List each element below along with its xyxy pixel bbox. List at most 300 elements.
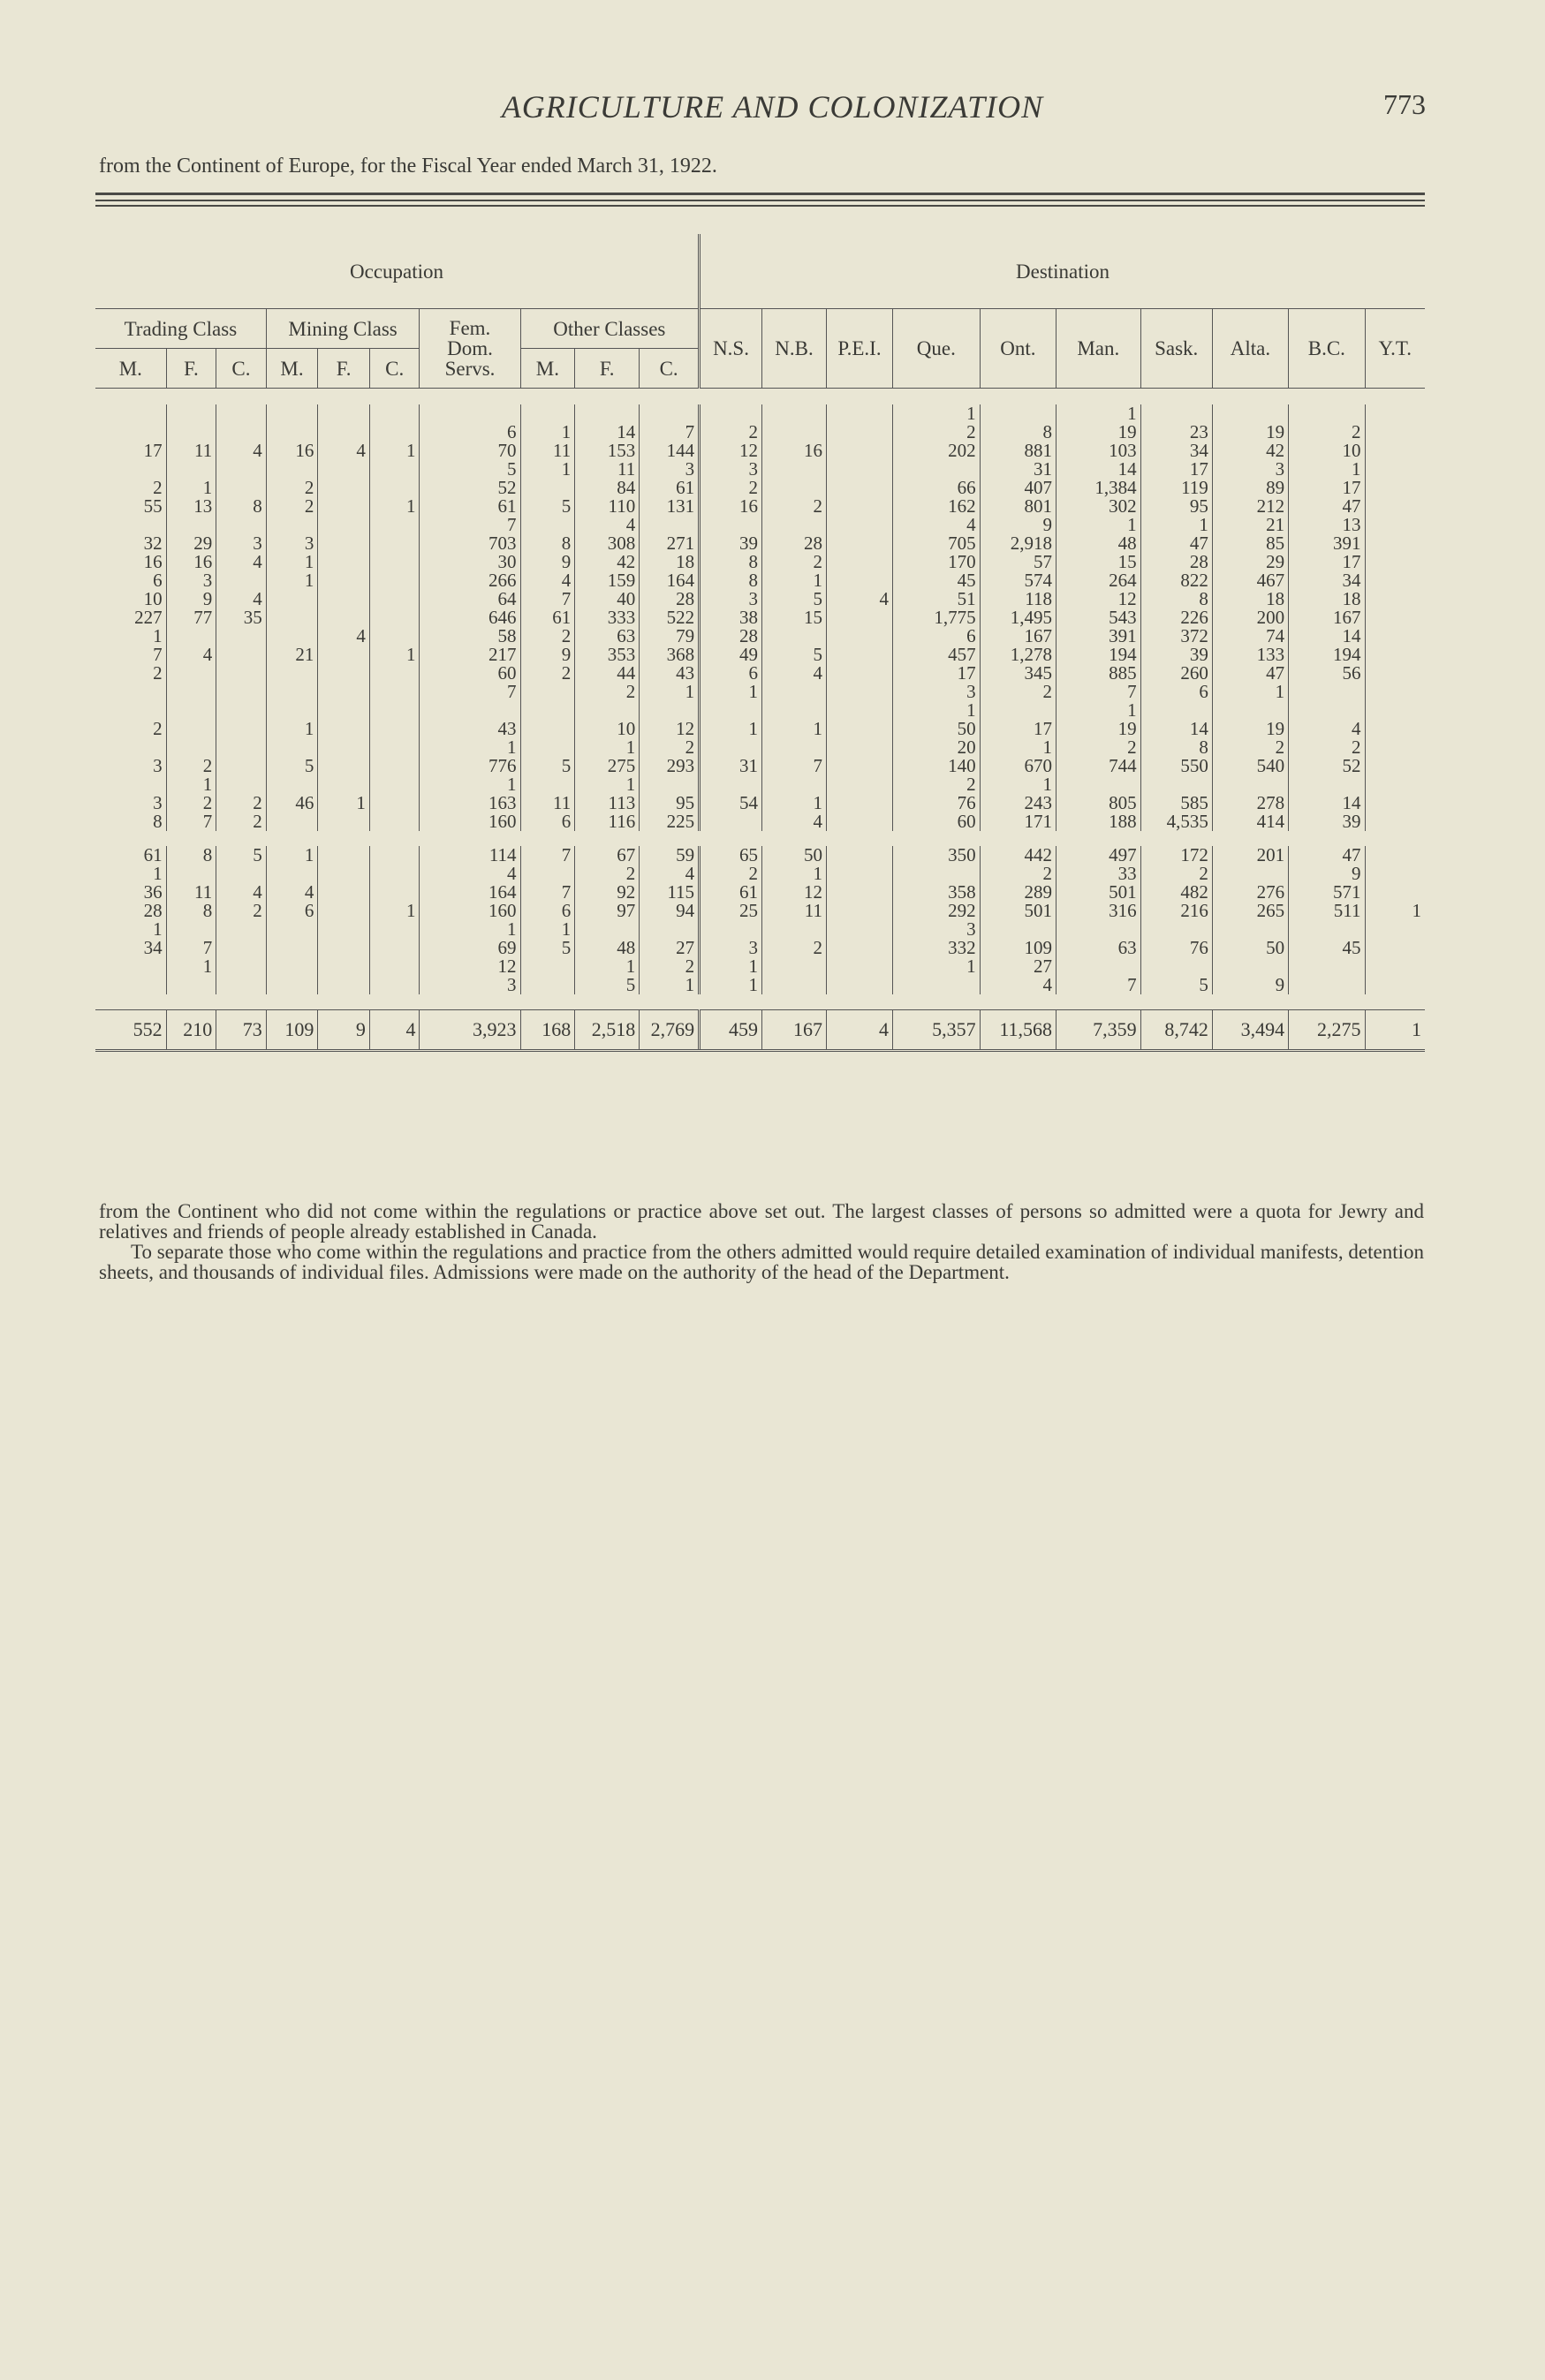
table-cell: [318, 571, 370, 590]
table-cell: [1365, 571, 1425, 590]
table-cell: [640, 701, 700, 720]
table-cell: [266, 683, 318, 701]
table-cell: 4: [761, 812, 826, 831]
table-cell: 3,923: [420, 1010, 520, 1051]
table-cell: 5: [761, 590, 826, 608]
table-cell: 1: [575, 738, 640, 757]
table-cell: 1,775: [893, 608, 981, 627]
table-cell: [266, 608, 318, 627]
table-cell: [166, 460, 216, 479]
table-cell: [1289, 683, 1365, 701]
table-cell: [1212, 957, 1288, 976]
table-cell: 4: [216, 553, 267, 571]
table-cell: 6: [520, 812, 575, 831]
table-cell: [826, 646, 892, 664]
table-cell: [826, 775, 892, 794]
table-cell: 110: [575, 497, 640, 516]
table-cell: [166, 920, 216, 939]
table-cell: 16: [143, 553, 163, 571]
table-cell: 227: [134, 608, 163, 627]
table-cell: 216: [1140, 902, 1212, 920]
table-cell: 1: [1212, 683, 1288, 701]
table-cell: 2: [761, 939, 826, 957]
table-cell: [318, 939, 370, 957]
table-cell: [95, 460, 166, 479]
table-cell: [369, 865, 420, 883]
table-cell: 194: [1057, 646, 1141, 664]
table-cell: [266, 627, 318, 646]
table-row: [95, 794, 1425, 812]
table-cell: 1: [575, 957, 640, 976]
col-label: F.: [575, 349, 640, 389]
table-cell: 1: [369, 646, 420, 664]
table-cell: [216, 720, 267, 738]
table-cell: [826, 720, 892, 738]
note-paragraph-2: To separate those who come within the regulations and practice from the others admitted would require detailed examination of individual manifests, detention sheets, and thousands of individual files. Admissions were made on the authority of the head of the Department.: [99, 1241, 1424, 1283]
table-cell: [826, 442, 892, 460]
table-cell: 1: [166, 957, 216, 976]
table-cell: 92: [575, 883, 640, 902]
table-cell: 7: [153, 646, 163, 664]
table-cell: 703: [420, 534, 520, 553]
table-cell: 1: [1365, 1010, 1425, 1051]
table-cell: [826, 664, 892, 683]
table-cell: [318, 812, 370, 831]
table-cell: 8,742: [1140, 1010, 1212, 1051]
table-cell: 275: [575, 757, 640, 775]
table-cell: 9: [1212, 976, 1288, 994]
table-cell: [1289, 976, 1365, 994]
table-cell: 501: [980, 902, 1056, 920]
table-cell: 3: [216, 534, 267, 553]
table-cell: [1140, 701, 1212, 720]
table-cell: 43: [640, 664, 700, 683]
table-cell: 95: [640, 794, 700, 812]
table-cell: 372: [1140, 627, 1212, 646]
table-cell: 4: [761, 664, 826, 683]
table-cell: 34: [1140, 442, 1212, 460]
que-header: Que.: [893, 309, 981, 389]
table-cell: 14: [1140, 720, 1212, 738]
table-row: [95, 720, 1425, 738]
table-cell: [1365, 423, 1425, 442]
table-cell: [166, 664, 216, 683]
notes: [99, 1201, 1424, 1282]
table-cell: [266, 775, 318, 794]
table-cell: 89: [1212, 479, 1288, 497]
table-cell: 391: [1057, 627, 1141, 646]
table-cell: 14: [1289, 794, 1365, 812]
table-cell: [95, 683, 166, 701]
table-cell: [318, 757, 370, 775]
nb-header: N.B.: [761, 309, 826, 389]
table-cell: 1: [700, 683, 762, 701]
table-cell: 164: [640, 571, 700, 590]
table-cell: [1212, 775, 1288, 794]
table-cell: 511: [1289, 902, 1365, 920]
table-cell: [520, 976, 575, 994]
table-cell: 9: [1289, 865, 1365, 883]
table-cell: 160: [420, 902, 520, 920]
table-cell: 4: [826, 1010, 892, 1051]
spacer-row: [95, 994, 1425, 1010]
table-cell: 7: [1057, 976, 1141, 994]
table-cell: [369, 664, 420, 683]
table-cell: [166, 423, 216, 442]
table-cell: 2: [761, 553, 826, 571]
table-row: [95, 442, 1425, 460]
table-cell: [369, 479, 420, 497]
table-cell: 17: [1140, 460, 1212, 479]
table-cell: 2: [1289, 423, 1365, 442]
table-cell: 540: [1212, 757, 1288, 775]
table-cell: 776: [420, 757, 520, 775]
table-row: [95, 701, 1425, 720]
table-cell: [216, 664, 267, 683]
table-row: [95, 460, 1425, 479]
table-cell: 3: [893, 683, 981, 701]
table-cell: [761, 460, 826, 479]
table-cell: 1: [166, 775, 216, 794]
table-cell: 1: [761, 794, 826, 812]
table-cell: 4: [266, 883, 318, 902]
table-cell: [826, 516, 892, 534]
table-cell: [369, 794, 420, 812]
table-row: [95, 627, 1425, 646]
table-cell: [520, 404, 575, 423]
table-cell: 116: [575, 812, 640, 831]
table-cell: 160: [420, 812, 520, 831]
table-cell: 79: [640, 627, 700, 646]
table-cell: 170: [893, 553, 981, 571]
col-label: M.: [520, 349, 575, 389]
table-cell: [1365, 646, 1425, 664]
table-cell: 2: [700, 865, 762, 883]
totals-row: [95, 1010, 1425, 1051]
table-cell: 85: [1212, 534, 1288, 553]
table-cell: [216, 976, 267, 994]
table-cell: 11: [520, 442, 575, 460]
table-cell: 1,384: [1057, 479, 1141, 497]
table-cell: 73: [216, 1010, 267, 1051]
table-cell: 8: [166, 902, 216, 920]
table-cell: [1365, 479, 1425, 497]
table-cell: 119: [1140, 479, 1212, 497]
table-cell: [166, 404, 216, 423]
table-cell: 47: [1212, 664, 1288, 683]
table-cell: 1: [1057, 516, 1141, 534]
table-cell: [575, 920, 640, 939]
table-cell: 84: [575, 479, 640, 497]
table-cell: 12: [761, 883, 826, 902]
table-cell: 27: [980, 957, 1056, 976]
table-cell: 11: [520, 794, 575, 812]
table-row: [95, 939, 1425, 957]
table-cell: [216, 683, 267, 701]
table-cell: [266, 664, 318, 683]
table-cell: 4: [1289, 720, 1365, 738]
table-cell: 45: [1289, 939, 1365, 957]
table-cell: 12: [640, 720, 700, 738]
col-label: C.: [216, 349, 267, 389]
table-cell: [369, 608, 420, 627]
table-cell: [266, 957, 318, 976]
table-cell: 39: [1140, 646, 1212, 664]
table-cell: 12: [700, 442, 762, 460]
table-cell: [520, 957, 575, 976]
table-cell: [318, 902, 370, 920]
table-cell: 457: [893, 646, 981, 664]
table-cell: [266, 404, 318, 423]
table-cell: [826, 404, 892, 423]
table-cell: 2: [980, 683, 1056, 701]
table-cell: 63: [575, 627, 640, 646]
table-cell: 2: [893, 423, 981, 442]
table-cell: [826, 920, 892, 939]
table-cell: [1365, 939, 1425, 957]
table-cell: [640, 516, 700, 534]
table-cell: [369, 571, 420, 590]
table-cell: 8: [1140, 590, 1212, 608]
table-cell: 29: [166, 534, 216, 553]
table-cell: [1365, 534, 1425, 553]
table-cell: [216, 460, 267, 479]
table-cell: [826, 846, 892, 865]
table-row: [95, 664, 1425, 683]
table-cell: 4: [216, 590, 267, 608]
table-cell: [1365, 664, 1425, 683]
table-cell: 56: [1289, 664, 1365, 683]
table-cell: 2: [153, 720, 163, 738]
table-cell: [826, 738, 892, 757]
table-cell: 1: [420, 920, 520, 939]
table-cell: 5: [761, 646, 826, 664]
table-cell: [520, 683, 575, 701]
table-cell: 1: [761, 720, 826, 738]
table-cell: 4,535: [1140, 812, 1212, 831]
table-cell: 14: [575, 423, 640, 442]
table-cell: [1289, 957, 1365, 976]
table-cell: 497: [1057, 846, 1141, 865]
table-cell: 316: [1057, 902, 1141, 920]
table-cell: [1365, 553, 1425, 571]
table-cell: 168: [520, 1010, 575, 1051]
table-cell: 1: [700, 976, 762, 994]
table-cell: 7: [166, 939, 216, 957]
table-cell: 225: [640, 812, 700, 831]
table-cell: [216, 920, 267, 939]
table-cell: [1365, 757, 1425, 775]
table-cell: 50: [761, 846, 826, 865]
table-cell: 11: [166, 883, 216, 902]
table-cell: 571: [1289, 883, 1365, 902]
table-cell: 63: [1057, 939, 1141, 957]
table-cell: [318, 423, 370, 442]
table-cell: 57: [980, 553, 1056, 571]
table-cell: [166, 683, 216, 701]
table-cell: [1365, 627, 1425, 646]
other-classes-header: Other Classes: [520, 309, 700, 349]
table-cell: [369, 460, 420, 479]
table-cell: [369, 775, 420, 794]
table-cell: [1365, 883, 1425, 902]
table-cell: 2: [216, 812, 267, 831]
table-cell: 6: [1140, 683, 1212, 701]
table-cell: 6: [153, 571, 163, 590]
table-cell: [761, 479, 826, 497]
table-cell: 21: [1212, 516, 1288, 534]
table-cell: 407: [980, 479, 1056, 497]
running-head: AGRICULTURE AND COLONIZATION: [501, 89, 1044, 125]
table-cell: 266: [420, 571, 520, 590]
table-cell: [1365, 812, 1425, 831]
table-cell: 6: [420, 423, 520, 442]
table-cell: 3: [893, 920, 981, 939]
table-cell: 1: [640, 683, 700, 701]
spacer-row: [95, 389, 1425, 405]
table-cell: [266, 920, 318, 939]
table-cell: [166, 738, 216, 757]
table-caption: from the Continent of Europe, for the Fiscal Year ended March 31, 1922.: [99, 155, 717, 178]
table-cell: 391: [1289, 534, 1365, 553]
table-cell: [1057, 775, 1141, 794]
table-cell: 60: [893, 812, 981, 831]
table-cell: 19: [1212, 423, 1288, 442]
table-cell: [826, 608, 892, 627]
table-cell: 5: [520, 939, 575, 957]
table-cell: 18: [640, 553, 700, 571]
table-cell: 4: [640, 865, 700, 883]
table-cell: 1: [700, 957, 762, 976]
table-cell: 210: [166, 1010, 216, 1051]
table-cell: [216, 757, 267, 775]
table-cell: [266, 590, 318, 608]
table-cell: [369, 683, 420, 701]
table-cell: 34: [1289, 571, 1365, 590]
table-cell: [216, 404, 267, 423]
table-cell: 162: [893, 497, 981, 516]
table-cell: [520, 701, 575, 720]
table-cell: 7: [520, 590, 575, 608]
table-cell: [700, 775, 762, 794]
table-cell: 333: [575, 608, 640, 627]
table-cell: 14: [1057, 460, 1141, 479]
table-row: [95, 608, 1425, 627]
table-cell: [266, 738, 318, 757]
table-cell: [761, 701, 826, 720]
bc-header: B.C.: [1289, 309, 1365, 389]
table-cell: 164: [420, 883, 520, 902]
table-cell: 70: [420, 442, 520, 460]
table-cell: [369, 423, 420, 442]
table-cell: [1365, 865, 1425, 883]
table-cell: 153: [575, 442, 640, 460]
table-cell: 17: [893, 664, 981, 683]
table-cell: 2,769: [640, 1010, 700, 1051]
table-cell: 289: [980, 883, 1056, 902]
table-cell: 550: [1140, 757, 1212, 775]
table-cell: [575, 404, 640, 423]
table-cell: 3: [640, 460, 700, 479]
table-cell: 50: [893, 720, 981, 738]
table-cell: [369, 812, 420, 831]
table-cell: 15: [1057, 553, 1141, 571]
table-cell: 6: [700, 664, 762, 683]
table-cell: 8: [153, 812, 163, 831]
table-cell: 5,357: [893, 1010, 981, 1051]
table-cell: [1212, 701, 1288, 720]
table-cell: 39: [1289, 812, 1365, 831]
trading-class-header: Trading Class: [95, 309, 266, 349]
table-cell: [1365, 976, 1425, 994]
table-cell: 131: [640, 497, 700, 516]
table-cell: [318, 883, 370, 902]
table-cell: 171: [980, 812, 1056, 831]
table-cell: [893, 976, 981, 994]
table-cell: 5: [575, 976, 640, 994]
table-cell: 822: [1140, 571, 1212, 590]
table-cell: [420, 404, 520, 423]
table-cell: [1140, 775, 1212, 794]
table-cell: 1: [266, 846, 318, 865]
table-row: [95, 757, 1425, 775]
table-cell: [318, 775, 370, 794]
table-cell: 482: [1140, 883, 1212, 902]
table-cell: 48: [1057, 534, 1141, 553]
table-cell: 10: [143, 590, 163, 608]
table-cell: [520, 479, 575, 497]
top-rule-thick: [95, 193, 1425, 195]
col-label: M.: [95, 349, 166, 389]
table-cell: [826, 939, 892, 957]
table-cell: 7: [520, 846, 575, 865]
table-cell: 4: [575, 516, 640, 534]
note-paragraph-1: from the Continent who did not come within the regulations or practice above set out. The largest classes of persons so admitted were a quota for Jewry and relatives and friends of people already established in Canada.: [99, 1200, 1424, 1243]
table-cell: 25: [700, 902, 762, 920]
table-cell: 3,494: [1212, 1010, 1288, 1051]
table-cell: 167: [1289, 608, 1365, 627]
table-cell: 6: [520, 902, 575, 920]
table-cell: 1: [266, 720, 318, 738]
table-cell: [826, 957, 892, 976]
table-cell: [1365, 720, 1425, 738]
table-cell: 217: [420, 646, 520, 664]
table-cell: 17: [1289, 479, 1365, 497]
table-cell: 264: [1057, 571, 1141, 590]
table-cell: [761, 775, 826, 794]
table-cell: 30: [420, 553, 520, 571]
table-cell: 5: [1140, 976, 1212, 994]
table-cell: 7: [1057, 683, 1141, 701]
table-cell: 65: [700, 846, 762, 865]
table-cell: 1: [640, 976, 700, 994]
table-cell: 885: [1057, 664, 1141, 683]
top-rule-thin: [95, 200, 1425, 201]
table-cell: [1365, 920, 1425, 939]
table-row: [95, 812, 1425, 831]
table-cell: 52: [1289, 757, 1365, 775]
table-row: [95, 902, 1425, 920]
table-cell: 2: [1140, 865, 1212, 883]
table-cell: 29: [1212, 553, 1288, 571]
table-cell: [700, 812, 762, 831]
table-cell: 293: [640, 757, 700, 775]
table-cell: 69: [420, 939, 520, 957]
table-cell: [95, 775, 166, 794]
table-cell: 4: [216, 442, 267, 460]
table-cell: 167: [980, 627, 1056, 646]
table-cell: [318, 957, 370, 976]
